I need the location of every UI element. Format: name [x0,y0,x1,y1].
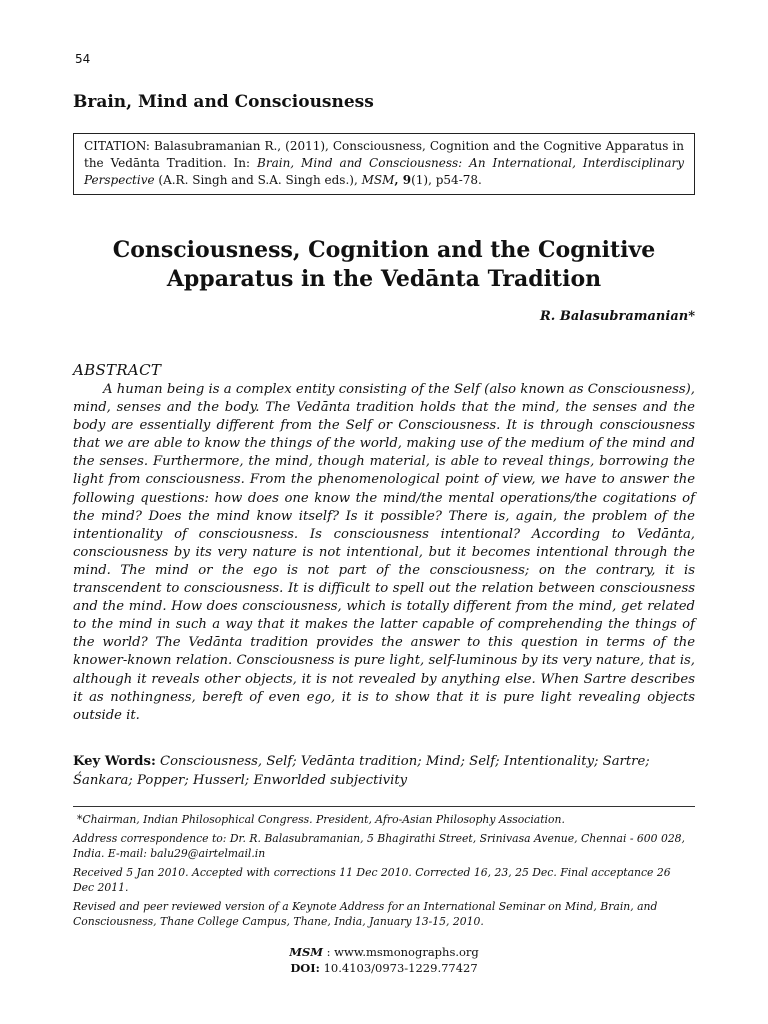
abstract-body: A human being is a complex entity consisting of the Self (also known as Consciousness), mind, senses and the body. The Vedānta tradition holds that the mind, the senses and the body are essentially different from the Self or Consciousness. It is through consciousness that we are able to know the things of the world, making use of the medium of the mind and the senses. Furthermore, the mind, though material, is able to reveal things, borrowing the light from consciousness. From the phenomenological point of view, we have to answer the following questions: how does one know the mind/the mental operations/the cogitations of the mind? Does the mind know itself? Is it possible? There is, again, the problem of the intentionality of consciousness. Is consciousness intentional? According to Vedānta, consciousness by its very nature is not intentional, but it becomes intentional through the mind. The mind or the ego is not part of the consciousness; on the contrary, it is transcendent to consciousness. It is difficult to spell out the relation between consciousness and the mind. How does consciousness, which is totally different from the mind, get related to the mind in such a way that it makes the latter capable of comprehending the things of the world? The Vedānta tradition provides the answer to this question in terms of the knower-known relation. Consciousness is pure light, self-luminous by its very nature, that is, although it reveals other objects, it is not revealed by anything else. When Sartre describes it as nothingness, bereft of even ego, it is to show that it is pure light revealing objects outside it. [73,382,695,723]
abstract-heading: ABSTRACT [73,361,162,379]
citation-journal: MSM [361,173,395,187]
paper-title-line-2: Apparatus in the Vedānta Tradition [166,266,602,292]
citation-editors: (A.R. Singh and S.A. Singh eds.), [154,173,362,187]
citation-volume: , 9 [394,173,412,187]
running-head: Brain, Mind and Consciousness [73,92,374,112]
footer-doi-label: DOI: [290,961,320,975]
footer-msm-label: MSM [289,945,323,959]
author: R. Balasubramanian* [539,309,695,324]
footnote-address: Address correspondence to: Dr. R. Balasubramanian, 5 Bhagirathi Street, Srinivasa Avenue, Chennai - 600 028, India. E-mail: balu29@airtelmail.in [73,832,685,860]
footer-website [0,944,768,960]
footer-doi-value: 10.4103/0973-1229.77427 [319,961,478,975]
keywords-label: Key Words: [73,754,156,769]
keywords [73,752,695,790]
footer-doi [0,960,768,976]
citation-issue: (1), p54-78. [411,173,482,187]
citation-book-title: Brain, Mind and Consciousness: An International, Interdisciplinary Perspective [84,156,684,187]
page-number: 54 [75,52,91,66]
citation-text: Balasubramanian R., (2011), Consciousness, Cognition and the Cognitive Apparatus in the Vedānta Tradition. In: [84,139,684,170]
footnote-revised: Revised and peer reviewed version of a Keynote Address for an International Seminar on Mind, Brain, and Consciousness, Thane College Campus, Thane, India, January 13-15, 2010. [73,900,658,928]
page-footer [0,944,768,976]
footer-url: : www.msmonographs.org [322,945,479,959]
footnote-received: Received 5 Jan 2010. Accepted with corrections 11 Dec 2010. Corrected 16, 23, 25 Dec. Final acceptance 26 Dec 2011. [73,866,671,894]
paper-title-line-1: Consciousness, Cognition and the Cognitive [112,237,656,263]
paper-title [60,236,708,294]
citation-label: CITATION: [84,139,150,153]
keywords-text: Consciousness, Self; Vedānta tradition; Mind; Self; Intentionality; Sartre; Śankara; Popper; Husserl; Enworlded subjectivity [73,754,650,788]
footnote-affiliation: *Chairman, Indian Philosophical Congress. President, Afro-Asian Philosophy Association. [77,813,565,826]
footnote-divider [73,806,695,807]
footnotes [73,812,695,933]
citation-box [73,133,695,195]
